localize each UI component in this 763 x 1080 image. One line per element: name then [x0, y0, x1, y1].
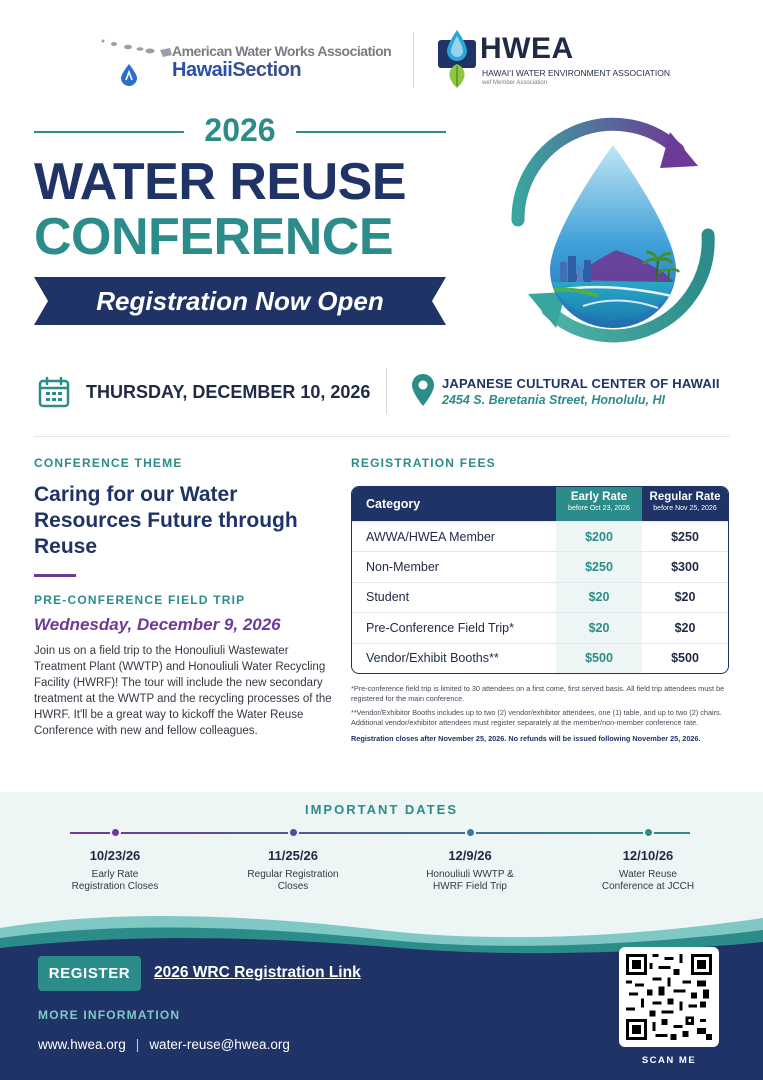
timeline-date: 12/9/26: [448, 848, 492, 863]
header-early-rate: [556, 487, 642, 521]
year-row: [34, 112, 446, 152]
wef-member-tag: wef Member Association: [482, 80, 548, 86]
timeline-label: Honouliuli WWTP & HWRF Field Trip: [426, 869, 514, 892]
field-trip-footnote: *Pre-conference field trip is limited to 30 attendees on a first come, first served basis. All field trip attendees must be registered for the main conference.: [351, 683, 725, 703]
registration-link[interactable]: 2026 WRC Registration Link: [154, 964, 361, 981]
table-row: [352, 551, 728, 581]
event-info-strip: [34, 368, 730, 416]
section-divider: [34, 436, 730, 437]
fee-early: $20: [556, 583, 642, 612]
fees-header-row: [352, 487, 728, 521]
registration-deadline-note: Registration closes after November 25, 2026. No refunds will be issued following November 25, 2026.: [351, 733, 701, 743]
registration-banner: [34, 277, 446, 325]
field-trip-label: PRE-CONFERENCE FIELD TRIP: [34, 593, 246, 607]
header-category: Category: [366, 497, 421, 511]
location-pin-icon: [412, 374, 434, 406]
header-logos: [0, 30, 763, 95]
theme-text: Caring for our Water Resources Future through Reuse: [34, 483, 298, 558]
hwea-logo[interactable]: [438, 30, 668, 92]
fee-early: $500: [556, 644, 642, 673]
title-conference: CONFERENCE: [34, 208, 394, 266]
awwa-hawaii-logo[interactable]: [100, 38, 400, 88]
table-row: [352, 521, 728, 551]
timeline-label: Early Rate Registration Closes: [71, 869, 159, 892]
register-button[interactable]: REGISTER: [38, 956, 141, 991]
fees-label: REGISTRATION FEES: [351, 456, 496, 470]
fee-category: Non-Member: [366, 560, 439, 575]
logo-divider: [413, 32, 414, 88]
important-dates-title: IMPORTANT DATES: [304, 802, 458, 817]
event-date: THURSDAY, DECEMBER 10, 2026: [86, 382, 371, 402]
fee-category: Student: [366, 590, 410, 605]
scan-me-label: SCAN ME: [641, 1055, 697, 1066]
hwea-name: HWEA: [480, 32, 574, 65]
regular-rate-title: Regular Rate: [649, 491, 721, 503]
theme-accent-rule: [34, 574, 76, 577]
awwa-drop-icon: [120, 64, 138, 86]
registration-fees-column: [351, 456, 729, 744]
conference-year: 2026: [204, 112, 276, 148]
info-divider: [386, 368, 387, 414]
fee-regular: $300: [671, 560, 699, 575]
regular-rate-deadline: before Nov 25, 2026: [653, 505, 717, 512]
hawaii-islands-icon: [100, 38, 175, 58]
banner-text: Registration Now Open: [96, 286, 384, 316]
timeline-dot: [110, 827, 121, 838]
venue-address[interactable]: 2454 S. Beretania Street, Honolulu, HI: [442, 393, 665, 407]
year-rule-right: [296, 131, 446, 133]
early-rate-title: Early Rate: [570, 491, 628, 503]
early-rate-deadline: before Oct 23, 2026: [568, 505, 630, 512]
timeline-dot: [288, 827, 299, 838]
fee-regular: $20: [674, 590, 696, 605]
contact-separator: |: [135, 1037, 140, 1052]
vendor-footnote: **Vendor/Exhibitor Booths includes up to two (2) vendor/exhibitor attendees, one (1) table, and up to two (2) chairs. Additional vendor/exhibitor attendees must register separately at the member/non-member conference rate.: [351, 707, 722, 727]
field-trip-description: Join us on a field trip to the Honouliuli Wastewater Treatment Plant (WWTP) and Honouliuli Water Recycling Facility (HWRF)! The tour will include the new secondary treatment at the WWTP and the recycling processes of the HWRF. It'll be a great way to kickoff the Water Reuse Conference with new and fellow colleagues.: [34, 645, 332, 737]
calendar-icon: [38, 376, 70, 408]
theme-and-trip-column: [34, 456, 334, 739]
theme-label: CONFERENCE THEME: [34, 456, 183, 470]
water-drop-recycle-illustration: [488, 110, 738, 350]
table-row: [352, 582, 728, 612]
timeline-dot: [465, 827, 476, 838]
field-trip-date: Wednesday, December 9, 2026: [34, 615, 281, 634]
fee-category: AWWA/HWEA Member: [366, 529, 495, 544]
timeline-label: Water Reuse Conference at JCCH: [601, 869, 695, 892]
hwea-drop-leaf-icon: [438, 30, 476, 88]
timeline-item: [218, 827, 368, 893]
timeline-date: 11/25/26: [268, 848, 318, 863]
hwea-subtitle: HAWAI‘I WATER ENVIRONMENT ASSOCIATION: [482, 68, 670, 78]
timeline-item: [395, 827, 545, 893]
fee-category: Pre-Conference Field Trip*: [366, 620, 514, 635]
timeline-dot: [643, 827, 654, 838]
fee-regular: $250: [671, 529, 699, 544]
fee-early: $200: [556, 522, 642, 551]
timeline-item: [573, 827, 723, 893]
website-link[interactable]: www.hwea.org: [38, 1037, 126, 1052]
fee-category: Vendor/Exhibit Booths**: [366, 651, 499, 666]
qr-code-icon: [626, 954, 712, 1040]
timeline-date: 10/23/26: [89, 848, 141, 863]
fee-early: $20: [556, 613, 642, 642]
fee-early: $250: [556, 552, 642, 581]
important-dates-section: [0, 792, 763, 906]
footer: [0, 906, 763, 1080]
header-regular-rate: [642, 487, 728, 521]
venue-name: JAPANESE CULTURAL CENTER OF HAWAII: [442, 376, 720, 391]
timeline-label: Regular Registration Closes: [247, 869, 339, 892]
email-link[interactable]: water-reuse@hwea.org: [149, 1037, 290, 1052]
timeline-date: 12/10/26: [622, 848, 674, 863]
awwa-name: American Water Works Association: [172, 43, 392, 59]
table-row: [352, 643, 728, 673]
awwa-section: HawaiiSection: [172, 59, 302, 81]
table-row: [352, 612, 728, 642]
qr-code[interactable]: [619, 947, 719, 1047]
fee-regular: $20: [674, 620, 696, 635]
title-water-reuse: WATER REUSE: [34, 153, 407, 211]
contact-line: [38, 1037, 290, 1052]
more-info-label: MORE INFORMATION: [38, 1008, 181, 1022]
timeline-item: [40, 827, 190, 893]
fee-regular: $500: [671, 651, 699, 666]
fees-table: [351, 486, 729, 674]
